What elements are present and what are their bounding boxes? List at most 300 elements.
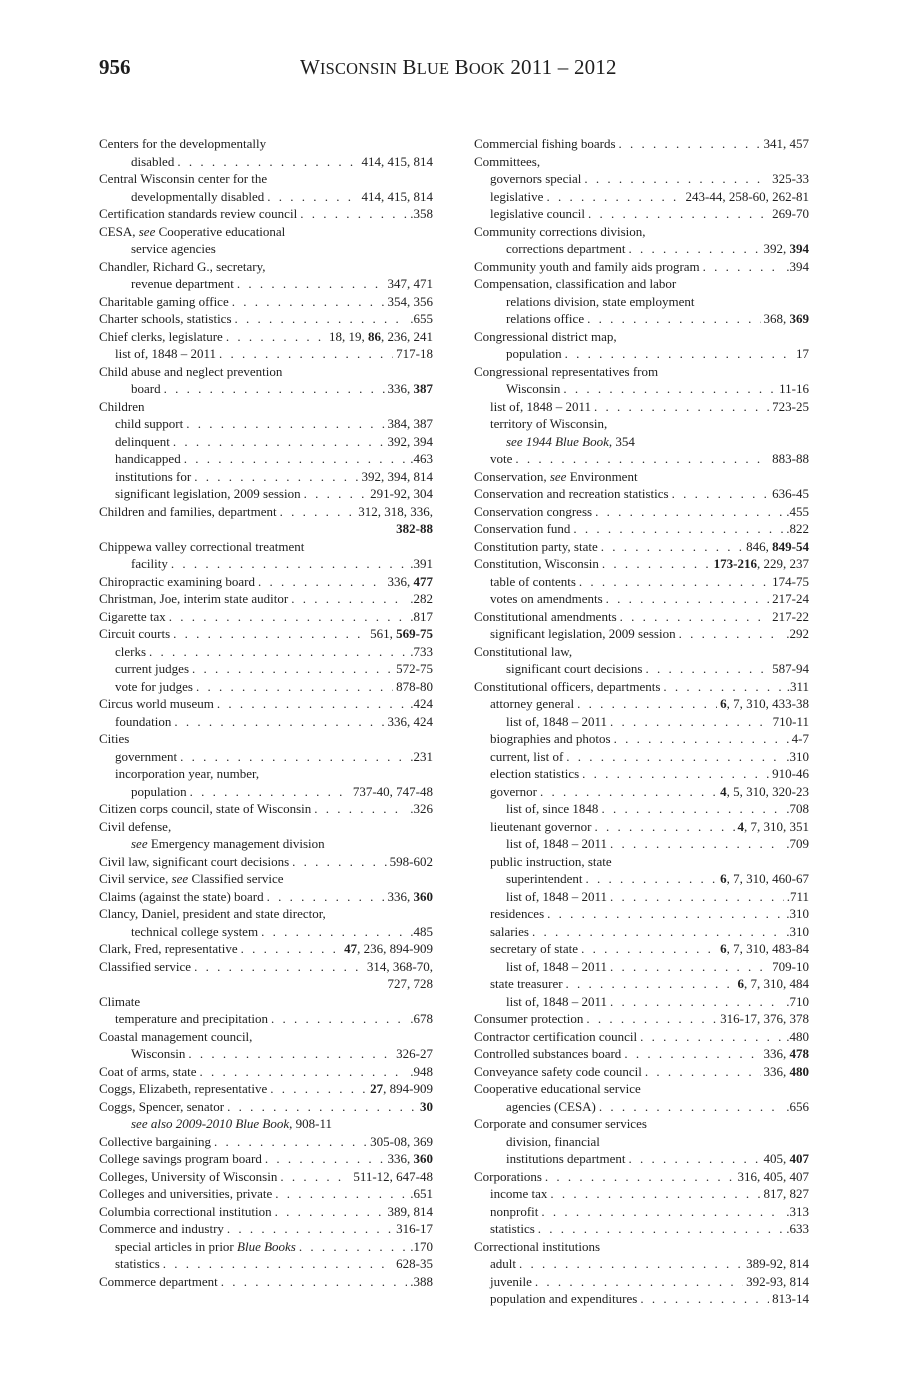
index-subentry	[474, 1185, 809, 1203]
entry-text: Civil service, see Classified service	[99, 871, 284, 886]
index-subentry	[474, 800, 809, 818]
page-references: 636-45	[772, 486, 809, 501]
dot-leader	[241, 940, 342, 958]
page-references: .463	[410, 451, 433, 466]
dot-leader	[163, 1255, 393, 1273]
entry-term	[99, 258, 433, 276]
index-subentry	[474, 853, 809, 888]
index-entry	[99, 1203, 433, 1221]
page-references: 389, 814	[387, 1203, 433, 1219]
page-references: 291-92, 304	[370, 486, 433, 501]
dot-leader	[186, 415, 384, 433]
entry-term	[474, 1185, 809, 1203]
page-references: 813-14	[772, 1291, 809, 1306]
index-column-right	[474, 135, 809, 1308]
entry-term	[99, 730, 433, 748]
page-references: 316, 405, 407	[737, 1168, 809, 1184]
entry-term	[474, 608, 809, 626]
entry-text: Climate	[99, 993, 141, 1009]
page-references: 737-40, 747-48	[352, 783, 433, 799]
entry-term	[99, 1010, 433, 1028]
index-subentry	[474, 1290, 809, 1308]
entry-term	[99, 888, 433, 906]
index-entry	[474, 1115, 809, 1168]
dot-leader	[304, 485, 368, 503]
index-subentry	[474, 695, 809, 713]
entry-continuation	[99, 240, 433, 258]
page-references: 405, 407	[763, 1151, 809, 1166]
dot-leader	[173, 625, 367, 643]
index-entry	[474, 1010, 809, 1028]
dot-leader	[174, 713, 384, 731]
dot-leader	[619, 135, 761, 153]
entry-term	[474, 940, 809, 958]
index-subentry	[99, 1255, 433, 1273]
entry-text: Constitutional law,	[474, 643, 573, 659]
index-entry	[474, 1168, 809, 1186]
dot-leader	[192, 660, 393, 678]
entry-term	[99, 1220, 433, 1238]
page-references: 47, 236, 894-909	[344, 941, 433, 956]
entry-text: residences	[490, 906, 545, 921]
page-references: .480	[786, 1028, 809, 1044]
page-references: 217-24	[772, 591, 809, 606]
page-references: 389-92, 814	[746, 1256, 809, 1271]
index-entry	[99, 818, 433, 853]
entry-continuation	[474, 433, 809, 451]
entry-text: territory of Wisconsin,	[490, 416, 608, 431]
index-subentry	[99, 485, 433, 503]
dot-leader	[164, 380, 385, 398]
dot-leader	[226, 328, 326, 346]
dot-leader	[587, 310, 760, 328]
index-entry	[474, 538, 809, 556]
page-references: .394	[786, 258, 809, 274]
dot-leader	[582, 765, 769, 783]
entry-term	[474, 765, 809, 783]
entry-term	[99, 643, 433, 661]
page-references: .388	[410, 1273, 433, 1289]
entry-text: adult	[490, 1256, 516, 1271]
index-entry	[99, 958, 433, 993]
entry-text: list of, 1848 – 2011	[506, 958, 607, 974]
dot-leader	[610, 835, 783, 853]
entry-term	[99, 1133, 433, 1151]
page-references: 723-25	[772, 398, 809, 414]
entry-term	[474, 188, 809, 206]
entry-term	[99, 415, 433, 433]
page-references: 883-88	[772, 451, 809, 466]
entry-text: Charter schools, statistics	[99, 311, 232, 326]
index-subentry	[474, 730, 809, 748]
page-references: 27, 894-909	[370, 1081, 433, 1096]
entry-continuation	[99, 1045, 433, 1063]
entry-term	[474, 835, 809, 853]
entry-continuation	[99, 783, 433, 801]
index-entry	[99, 888, 433, 906]
entry-text: current, list of	[490, 748, 564, 764]
entry-text: significant court decisions	[506, 661, 643, 676]
entry-text: Wisconsin	[131, 1046, 186, 1061]
entry-continuation	[474, 293, 809, 311]
entry-term	[99, 328, 433, 346]
index-entry	[99, 503, 433, 538]
entry-term	[99, 905, 433, 923]
page-references: .170	[410, 1238, 433, 1254]
index-subentry	[474, 783, 809, 801]
entry-term	[474, 625, 809, 643]
index-entry	[474, 1063, 809, 1081]
page-references: 392, 394	[763, 241, 809, 256]
dot-leader	[314, 800, 407, 818]
entry-text: biographies and photos	[490, 731, 611, 746]
entry-text: service agencies	[131, 241, 216, 256]
entry-text: statistics	[115, 1256, 160, 1271]
index-subentry	[474, 993, 809, 1011]
entry-text: technical college system	[131, 923, 259, 939]
entry-continuation	[474, 310, 809, 328]
entry-term	[99, 818, 433, 836]
entry-term	[474, 573, 809, 591]
entry-text: government	[115, 748, 178, 764]
entry-continuation	[99, 555, 433, 573]
page-references: 314, 368-70,	[366, 958, 433, 974]
dot-leader	[280, 503, 356, 521]
dot-leader	[640, 1028, 783, 1046]
dot-leader	[565, 345, 793, 363]
entry-text: Constitutional officers, departments	[474, 678, 661, 694]
entry-text: division, financial	[506, 1133, 600, 1149]
entry-text: revenue department	[131, 276, 234, 291]
entry-text: population and expenditures	[490, 1291, 638, 1306]
index-subentry	[474, 205, 809, 223]
page-references: 336, 360	[387, 1151, 433, 1166]
index-subentry	[99, 748, 433, 766]
entry-term	[99, 398, 433, 416]
entry-text: facility	[131, 556, 168, 571]
entry-text: Circus world museum	[99, 696, 214, 711]
dot-leader	[232, 293, 385, 311]
entry-text: Corporations	[474, 1168, 542, 1184]
entry-continuation	[474, 1098, 809, 1116]
index-subentry	[474, 188, 809, 206]
entry-text: Conservation and recreation statistics	[474, 486, 669, 501]
index-subentry	[474, 573, 809, 591]
entry-continuation	[474, 345, 809, 363]
index-entry	[474, 135, 809, 153]
entry-text: secretary of state	[490, 941, 579, 956]
entry-text: Coat of arms, state	[99, 1063, 197, 1079]
page-references: .292	[786, 626, 809, 641]
page-references: 4, 5, 310, 320-23	[720, 783, 809, 799]
index-subentry	[474, 975, 809, 993]
dot-leader	[227, 1098, 417, 1116]
entry-text: Civil law, significant court decisions	[99, 853, 290, 869]
dot-leader	[227, 1220, 393, 1238]
page-references: .711	[786, 888, 809, 904]
entry-term	[474, 363, 809, 381]
page-references: 561, 569-75	[370, 626, 433, 641]
entry-term	[99, 1185, 433, 1203]
entry-term	[474, 468, 809, 486]
entry-term	[474, 398, 809, 416]
page-references: 347, 471	[387, 276, 433, 291]
entry-text: Clark, Fred, representative	[99, 941, 238, 956]
dot-leader	[214, 1133, 367, 1151]
entry-text: Cigarette tax	[99, 608, 166, 624]
entry-continuation	[474, 1150, 809, 1168]
entry-text: Clancy, Daniel, president and state director,	[99, 906, 326, 921]
entry-text: Coastal management council,	[99, 1028, 253, 1044]
entry-continuation	[99, 275, 433, 293]
entry-text: Cooperative educational service	[474, 1081, 641, 1096]
index-entry	[99, 870, 433, 888]
entry-text: Conservation, see Environment	[474, 468, 638, 484]
index-entry	[474, 503, 809, 521]
index-entry	[99, 223, 433, 258]
index-subentry	[474, 713, 809, 731]
entry-text: list of, 1848 – 2011	[506, 888, 607, 904]
entry-term	[474, 1010, 809, 1028]
dot-leader	[267, 188, 358, 206]
entry-text: see 1944 Blue Book, 354	[506, 433, 635, 449]
index-entry	[474, 485, 809, 503]
entry-text: Commercial fishing boards	[474, 136, 616, 151]
page-references: 384, 387	[387, 416, 433, 431]
page-references: .822	[786, 521, 809, 536]
page-references: .326	[410, 801, 433, 816]
index-entry	[474, 328, 809, 363]
entry-continuation	[474, 380, 809, 398]
page-references: 305-08, 369	[370, 1133, 433, 1149]
entry-text: statistics	[490, 1221, 535, 1236]
page-references: 336, 477	[387, 573, 433, 589]
dot-leader	[628, 240, 760, 258]
dot-leader	[679, 625, 784, 643]
dot-leader	[624, 1045, 760, 1063]
index-subentry	[99, 433, 433, 451]
entry-text: income tax	[490, 1186, 548, 1201]
entry-term	[99, 468, 433, 486]
index-subentry	[99, 345, 433, 363]
entry-text: Chief clerks, legislature	[99, 328, 223, 344]
dot-leader	[645, 1063, 761, 1081]
dot-leader	[584, 170, 769, 188]
dot-leader	[532, 923, 783, 941]
index-entry	[474, 433, 809, 451]
index-subentry	[474, 170, 809, 188]
entry-text: list of, 1848 – 2011	[506, 993, 607, 1009]
entry-text: Children	[99, 398, 145, 414]
dot-leader	[703, 258, 784, 276]
entry-text: relations office	[506, 311, 585, 326]
page-references: 269-70	[772, 206, 809, 221]
entry-text: agencies (CESA)	[506, 1098, 596, 1114]
dot-leader	[586, 870, 718, 888]
page-references: .655	[410, 311, 433, 326]
page-references: 414, 415, 814	[361, 153, 433, 169]
dot-leader	[237, 275, 385, 293]
entry-term	[474, 678, 809, 696]
dot-leader	[577, 695, 717, 713]
page-references: 6, 7, 310, 484	[737, 976, 809, 991]
entry-term	[99, 1203, 433, 1221]
dot-leader	[299, 1238, 407, 1256]
entry-term	[474, 993, 809, 1011]
dot-leader	[588, 205, 769, 223]
index-entry	[99, 993, 433, 1011]
dot-leader	[270, 1080, 367, 1098]
index-entry	[474, 258, 809, 276]
index-entry	[99, 293, 433, 311]
entry-text: Conservation fund	[474, 521, 571, 536]
entry-text: institutions department	[506, 1151, 626, 1166]
page-references: .313	[786, 1203, 809, 1219]
page-references: .485	[410, 923, 433, 939]
index-subentry	[474, 1273, 809, 1291]
page-references-continued: 382-88	[396, 521, 433, 536]
dot-leader	[573, 520, 783, 538]
entry-term	[99, 1255, 433, 1273]
page-references: 817, 827	[763, 1186, 809, 1201]
entry-term	[474, 590, 809, 608]
index-entry	[99, 573, 433, 591]
index-subentry	[474, 905, 809, 923]
entry-term	[474, 1168, 809, 1186]
entry-term	[474, 1203, 809, 1221]
entry-text: attorney general	[490, 696, 575, 711]
entry-text: Community corrections division,	[474, 223, 646, 239]
entry-term	[474, 923, 809, 941]
page-references: .231	[410, 748, 433, 764]
page-references: 173-216, 229, 237	[713, 556, 809, 571]
entry-term	[99, 713, 433, 731]
dot-leader	[620, 608, 770, 626]
page-references: 368, 369	[763, 311, 809, 326]
entry-continuation	[99, 380, 433, 398]
entry-text: Correctional institutions	[474, 1238, 601, 1254]
index-subentry	[99, 765, 433, 800]
dot-leader	[300, 205, 407, 223]
dot-leader	[219, 345, 393, 363]
entry-text: Constitution party, state	[474, 538, 598, 554]
index-subentry	[99, 713, 433, 731]
dot-leader	[546, 188, 682, 206]
entry-text: list of, 1848 – 2011	[490, 398, 591, 414]
dot-leader	[515, 450, 769, 468]
entry-text: Cities	[99, 731, 130, 746]
entry-text: election statistics	[490, 766, 580, 781]
entry-continuation	[99, 835, 433, 853]
entry-text: see Emergency management division	[131, 836, 325, 851]
entry-text: Colleges and universities, private	[99, 1186, 273, 1201]
dot-leader	[261, 923, 407, 941]
dot-leader	[540, 783, 717, 801]
entry-text: Certification standards review council	[99, 206, 298, 221]
page-references: 587-94	[772, 661, 809, 676]
entry-term	[99, 993, 433, 1011]
dot-leader	[645, 660, 769, 678]
index-entry	[99, 1185, 433, 1203]
index-entry	[99, 363, 433, 398]
index-entry	[99, 1028, 433, 1063]
index-subentry	[99, 643, 433, 661]
entry-text: Children and families, department	[99, 503, 277, 519]
dot-leader	[271, 1010, 407, 1028]
entry-term	[99, 1028, 433, 1046]
entry-term	[474, 1063, 809, 1081]
entry-text: Christman, Joe, interim state auditor	[99, 591, 289, 606]
page-references: 6, 7, 310, 460-67	[720, 871, 809, 886]
index-entry	[474, 520, 809, 538]
index-entry	[474, 643, 809, 678]
entry-text: College savings program board	[99, 1151, 262, 1166]
entry-text: legislative council	[490, 206, 585, 221]
index-entry	[99, 1150, 433, 1168]
entry-term	[99, 940, 433, 958]
entry-text: Chandler, Richard G., secretary,	[99, 258, 266, 274]
entry-continuation	[474, 660, 809, 678]
page-references: 30	[420, 1098, 433, 1114]
index-entry	[99, 905, 433, 940]
entry-text: Classified service	[99, 958, 192, 974]
index-entry	[99, 940, 433, 958]
page-references: 710-11	[772, 713, 809, 729]
entry-term	[99, 1273, 433, 1291]
entry-term	[99, 450, 433, 468]
dot-leader	[614, 730, 789, 748]
entry-text: current judges	[115, 661, 190, 676]
entry-term	[474, 730, 809, 748]
page-references: 709-10	[772, 958, 809, 974]
dot-leader	[601, 800, 783, 818]
page-references: 511-12, 647-48	[353, 1168, 433, 1184]
entry-text: vote	[490, 451, 513, 466]
page-references: 341, 457	[763, 136, 809, 151]
entry-text: incorporation year, number,	[115, 766, 260, 781]
page-references: .391	[410, 556, 433, 571]
entry-term	[99, 870, 433, 888]
entry-continuation	[474, 1133, 809, 1151]
index-subentry	[474, 835, 809, 853]
index-subentry	[99, 468, 433, 486]
entry-term	[474, 975, 809, 993]
entry-term	[474, 1115, 809, 1133]
index-subentry	[99, 678, 433, 696]
entry-text: Coggs, Elizabeth, representative	[99, 1081, 268, 1096]
page-references: 18, 19, 86, 236, 241	[329, 328, 433, 344]
dot-leader	[149, 643, 407, 661]
page-references: 336, 360	[387, 888, 433, 904]
dot-leader	[535, 1273, 743, 1291]
page-references: .633	[786, 1221, 809, 1236]
entry-term	[474, 1220, 809, 1238]
dot-leader	[280, 1168, 350, 1186]
index-entry	[99, 1115, 433, 1133]
index-entry	[99, 695, 433, 713]
page-references: 392, 394, 814	[361, 468, 433, 484]
entry-text: Coggs, Spencer, senator	[99, 1098, 225, 1114]
entry-term	[99, 958, 433, 976]
entry-term	[99, 853, 433, 871]
index-entry	[474, 1080, 809, 1115]
dot-leader	[606, 590, 770, 608]
entry-term	[99, 660, 433, 678]
entry-continuation	[474, 870, 809, 888]
entry-text: table of contents	[490, 573, 576, 589]
dot-leader	[196, 678, 393, 696]
entry-text: Congressional representatives from	[474, 363, 659, 379]
